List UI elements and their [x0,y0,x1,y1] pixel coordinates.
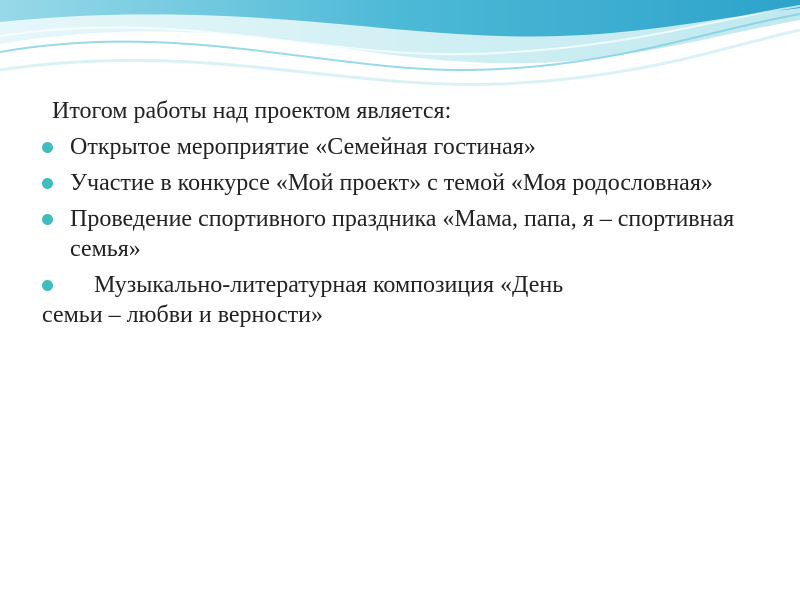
slide-content [42,96,762,336]
list-item [42,204,762,264]
list-item-text: Участие в конкурсе «Мой проект» с темой «Моя родословная» [70,170,713,196]
bullet-dot-icon [42,142,53,153]
bullet-dot-icon [42,214,53,225]
list-item-text: Открытое мероприятие «Семейная гостиная» [70,134,536,160]
bullet-dot-icon [42,280,53,291]
list-item [42,270,762,330]
list-item-text: Проведение спортивного праздника «Мама, папа, я – спортивная семья» [70,206,735,262]
slide-intro: Итогом работы над проектом является: [52,98,452,124]
list-item [42,132,762,162]
list-item [42,168,762,198]
bullet-list [42,132,762,330]
list-item-text-continuation: семьи – любви и верности» [42,302,323,328]
bullet-dot-icon [42,178,53,189]
list-item-text: Музыкально-литературная композиция «День [94,272,564,298]
header-wave-decoration [0,0,800,110]
